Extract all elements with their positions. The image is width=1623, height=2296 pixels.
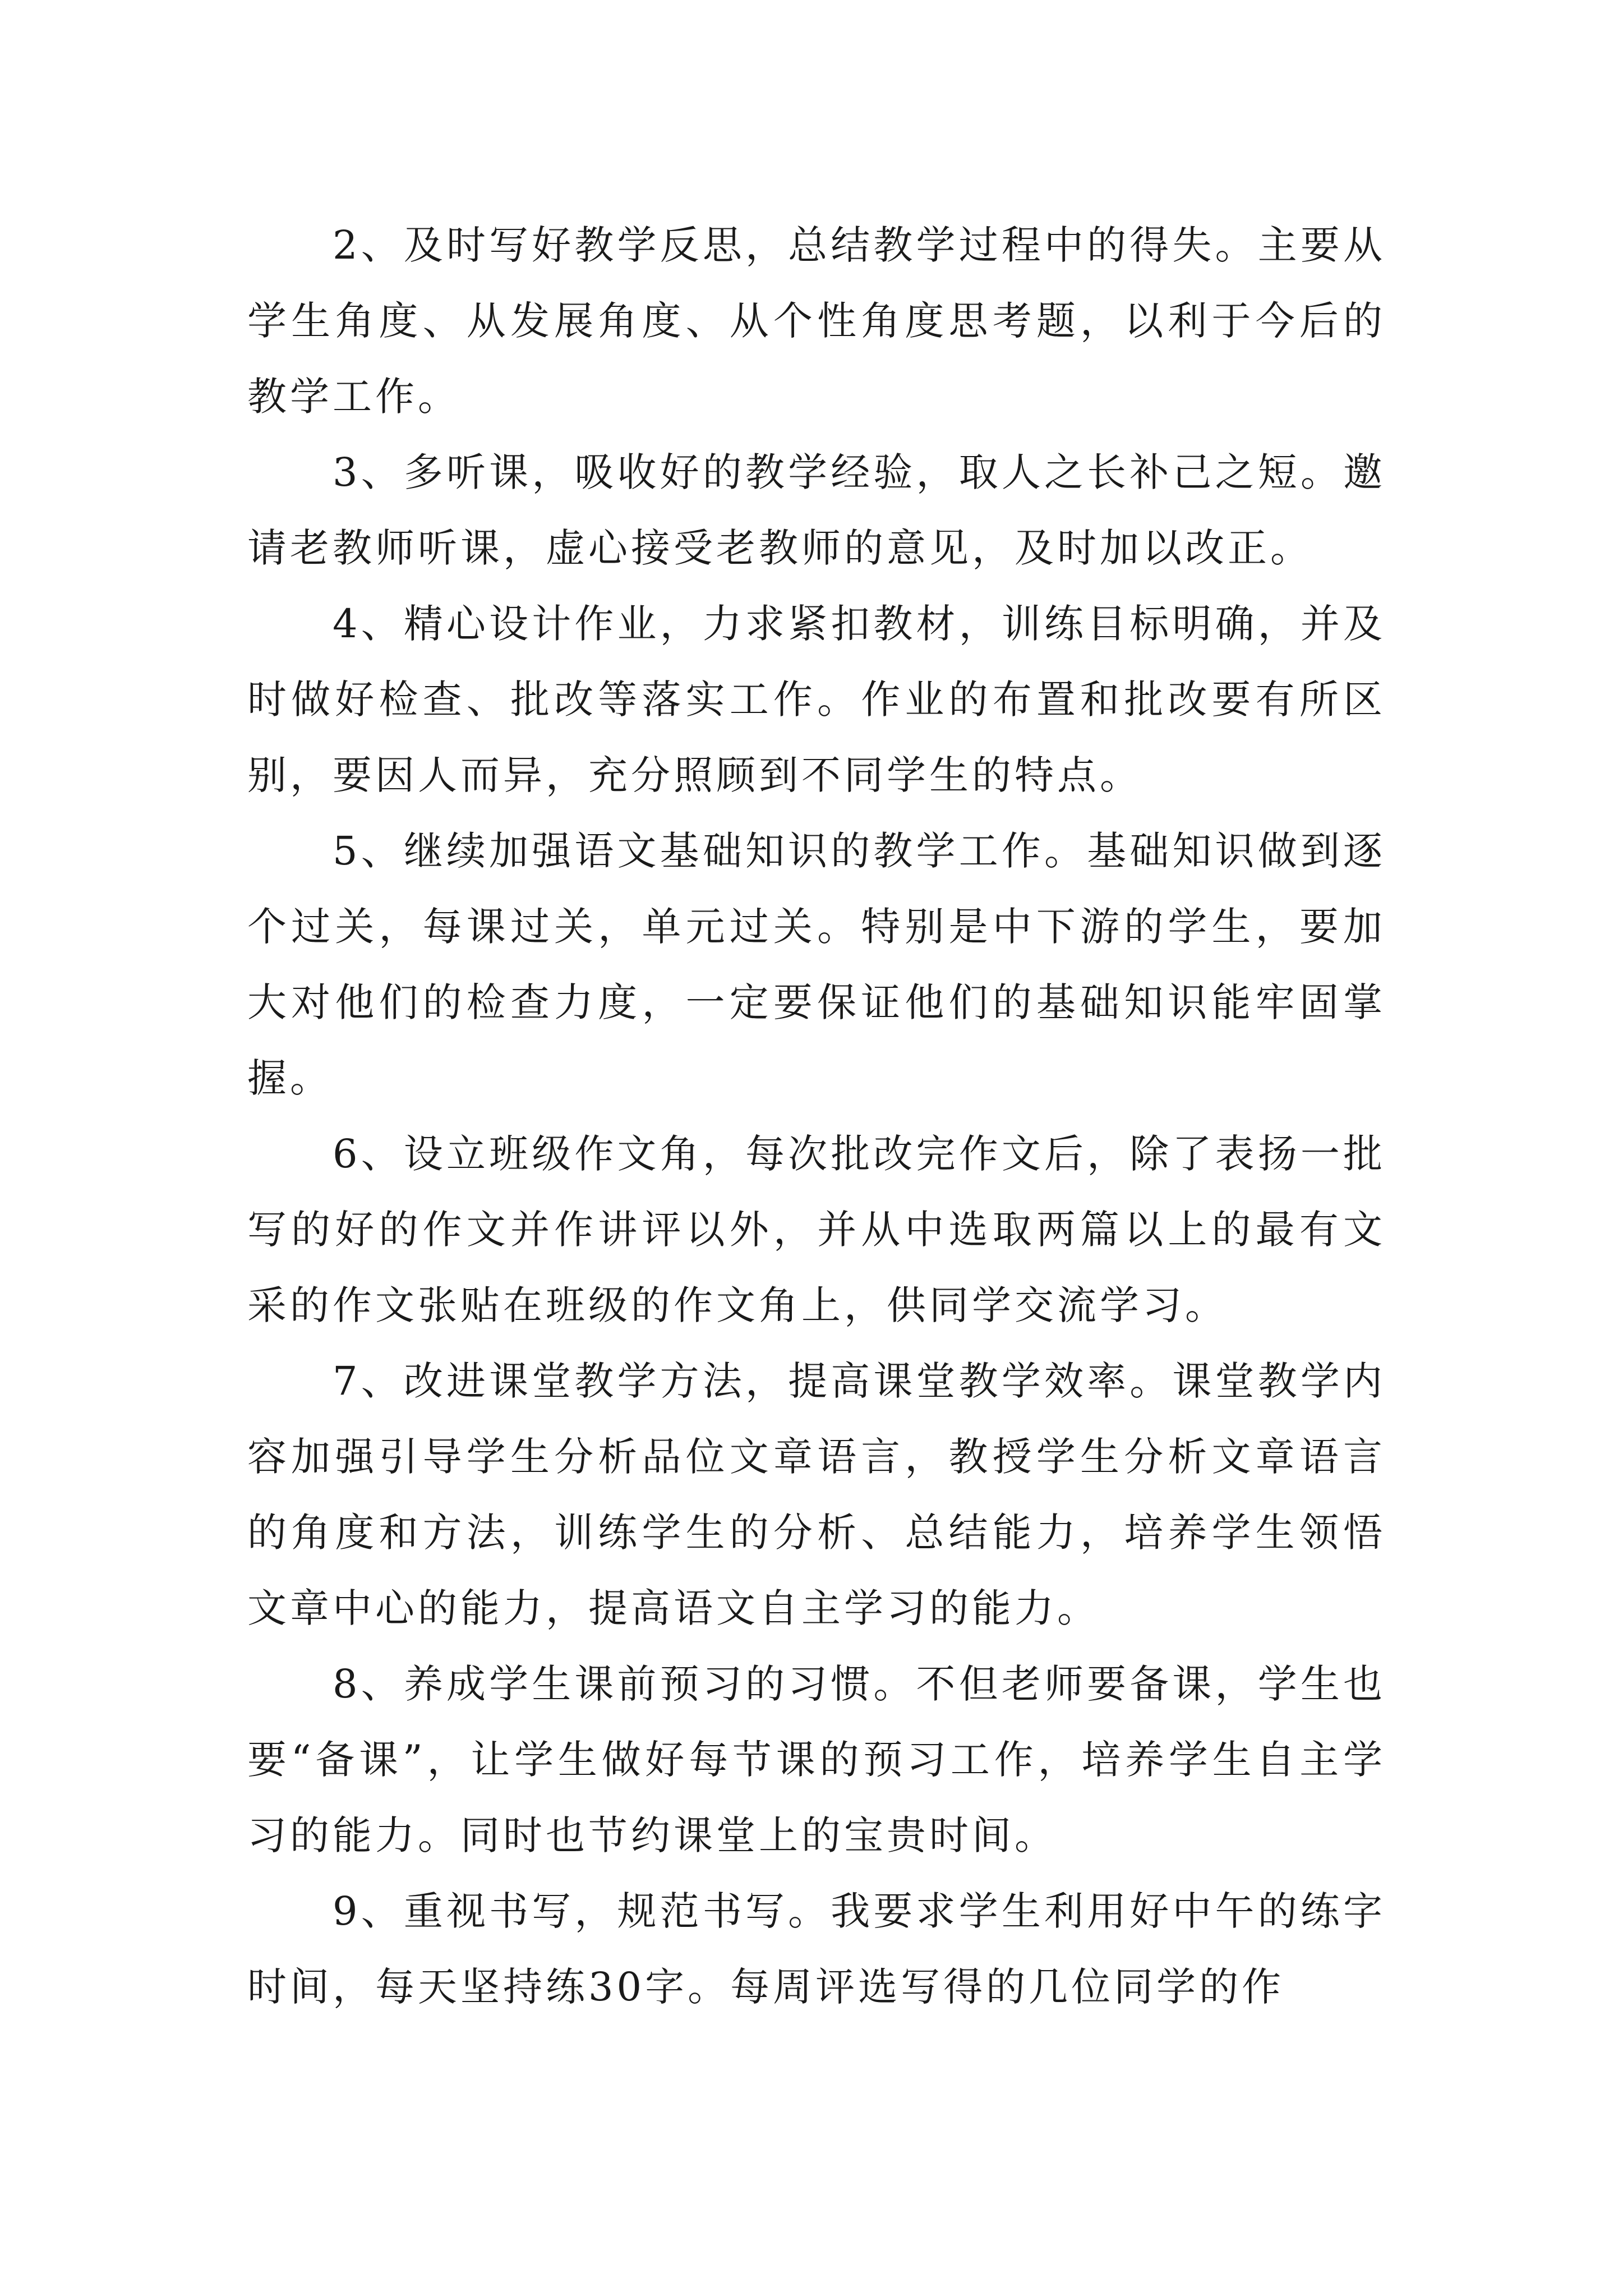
paragraph-item-9: 9、重视书写，规范书写。我要求学生利用好中午的练字时间，每天坚持练30字。每周评选写得的几位同学的作 (247, 1888, 1386, 2010)
paragraph-item-2: 2、及时写好教学反思，总结教学过程中的得失。主要从学生角度、从发展角度、从个性角度思考题，以利于今后的教学工作。 (247, 222, 1386, 420)
paragraph-item-4: 4、精心设计作业，力求紧扣教材，训练目标明确，并及时做好检查、批改等落实工作。作业的布置和批改要有所区别，要因人而异，充分照顾到不同学生的特点。 (247, 601, 1386, 798)
paragraph-item-6: 6、设立班级作文角，每次批改完作文后，除了表扬一批写的好的作文并作讲评以外，并从中选取两篇以上的最有文采的作文张贴在班级的作文角上，供同学交流学习。 (247, 1131, 1386, 1328)
paragraph-item-3: 3、多听课，吸收好的教学经验，取人之长补己之短。邀请老教师听课，虚心接受老教师的意见，及时加以改正。 (247, 449, 1386, 571)
paragraph-item-5: 5、继续加强语文基础知识的教学工作。基础知识做到逐个过关，每课过关，单元过关。特别是中下游的学生，要加大对他们的检查力度，一定要保证他们的基础知识能牢固掌握。 (247, 828, 1386, 1101)
paragraph-item-7: 7、改进课堂教学方法，提高课堂教学效率。课堂教学内容加强引导学生分析品位文章语言，教授学生分析文章语言的角度和方法，训练学生的分析、总结能力，培养学生领悟文章中心的能力，提高语文自主学习的能力。 (247, 1358, 1386, 1631)
document-body (247, 208, 1386, 2025)
paragraph-item-8: 8、养成学生课前预习的习惯。不但老师要备课，学生也要“备课”，让学生做好每节课的预习工作，培养学生自主学习的能力。同时也节约课堂上的宝贵时间。 (247, 1661, 1386, 1858)
